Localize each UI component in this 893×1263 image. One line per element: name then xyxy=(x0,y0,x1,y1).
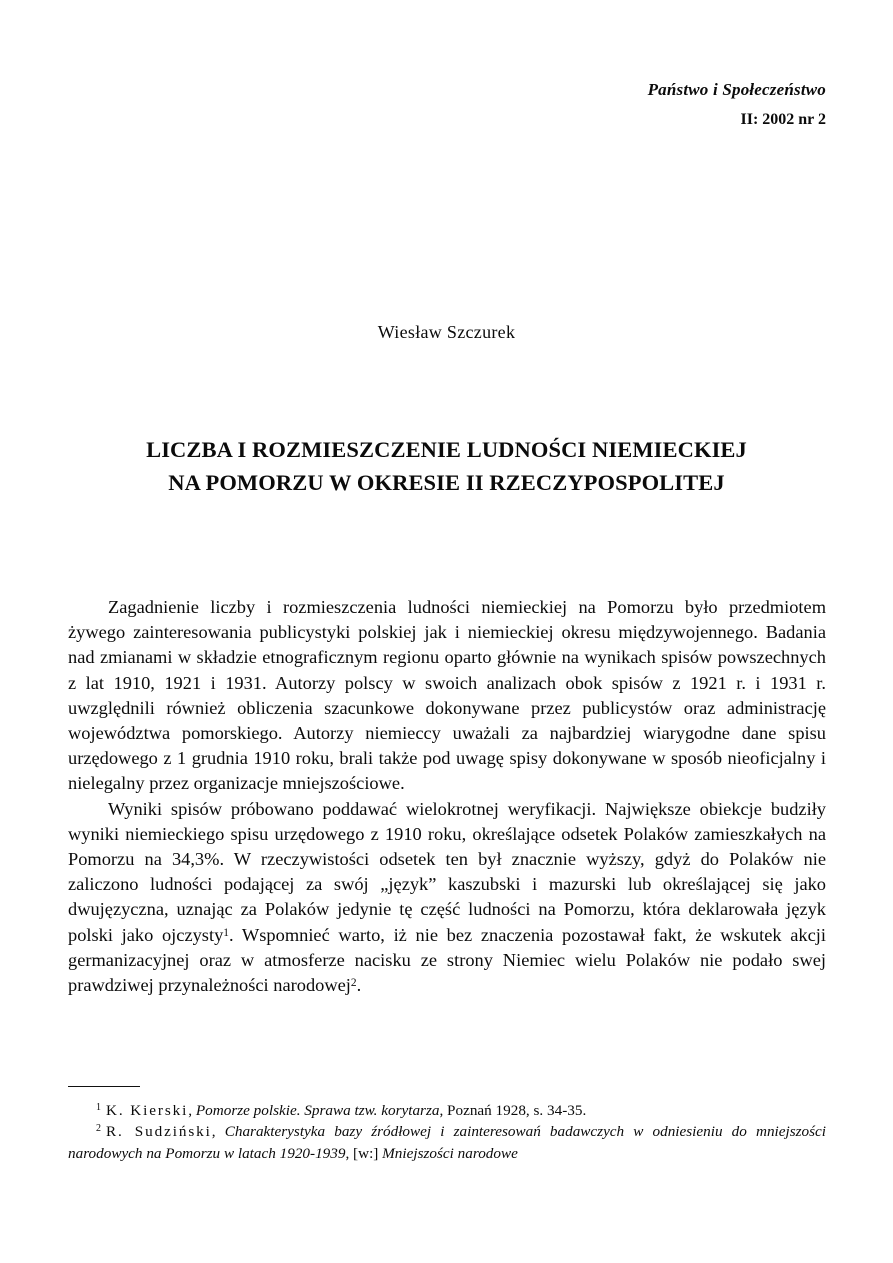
body-paragraph-2 xyxy=(68,797,826,999)
journal-title: Państwo i Społeczeństwo xyxy=(647,80,826,99)
body-paragraph-2-text-b: . Wspomnieć warto, iż nie bez znaczenia pozostawał fakt, że wskutek akcji germanizacyjnej oraz w atmosferze nacisku ze strony Niemiec wielu Polaków nie podało swej prawdziwej przynależności narodowej xyxy=(68,924,826,996)
footnote-2-author: R. Sudziński xyxy=(106,1123,212,1141)
footnote-2-rest: , [w:] xyxy=(345,1144,383,1162)
article-title-line-2: NA POMORZU W OKRESIE II RZECZYPOSPOLITEJ xyxy=(168,470,725,496)
article-body xyxy=(68,595,826,998)
body-paragraph-2-text-c: . xyxy=(356,975,362,996)
article-title-line-1: LICZBA I ROZMIESZCZENIE LUDNOŚCI NIEMIECKIEJ xyxy=(146,437,747,463)
journal-running-head xyxy=(648,78,826,131)
body-paragraph-2-text-a: Wyniki spisów próbowano poddawać wielokrotnej weryfikacji. Największe obiekcje budziły wyniki niemieckiego spisu urzędowego z 1910 roku, określające odsetek Polaków zamieszkałych na Pomorzu na 34,3%. W rzeczywistości odsetek ten był znacznie wyższy, gdyż do Polaków nie zaliczono ludności podającej za swój „język” kaszubski i mazurski lub określającej się jako dwujęzyczna, uznając za Polaków jedynie tę część ludności na Pomorzu, która deklarowała język polski jako ojczysty xyxy=(68,798,826,945)
footnote-2-title: Charakterystyka bazy źródłowej i zainteresowań badawczych w odniesieniu do mniejszości narodowych na Pomorzu w latach 1920-1939 xyxy=(68,1123,827,1162)
footnote-1-separator: , xyxy=(188,1102,196,1119)
footnote-ref-2[interactable]: 2 xyxy=(350,976,357,989)
body-paragraph-1 xyxy=(68,595,826,797)
footnote-2-collection: Mniejszości narodowe xyxy=(382,1144,518,1162)
footnote-1-marker: 1 xyxy=(96,1101,102,1113)
footnote-block xyxy=(68,1100,826,1164)
body-paragraph-1-text: Zagadnienie liczby i rozmieszczenia ludności niemieckiej na Pomorzu było przedmiotem żywego zainteresowania publicystyki polskiej jak i niemieckiej okresu międzywojennego. Badania nad zmianami w składzie etnograficznym regionu oparto głównie na wynikach spisów powszechnych z lat 1910, 1921 i 1931. Autorzy polscy w swoich analizach obok spisów z 1921 r. i 1931 r. uwzględnili również obliczenia szacunkowe dokonywane przez publicystów oraz administrację województwa pomorskiego. Autorzy niemieccy uważali za najbardziej wiarygodne dane spisu urzędowego z 1 grudnia 1910 roku, brali także pod uwagę spisy dokonywane w sposób nieoficjalny i nielegalny przez organizacje mniejszościowe. xyxy=(68,597,826,794)
footnote-2-marker: 2 xyxy=(96,1123,102,1135)
footnote-1 xyxy=(68,1100,826,1121)
footnote-1-rest: , Poznań 1928, s. 34-35. xyxy=(439,1102,587,1119)
footnote-ref-1[interactable]: 1 xyxy=(223,926,229,939)
article-author: Wiesław Szczurek xyxy=(377,322,516,342)
article-title xyxy=(0,433,893,499)
footnote-separator-rule xyxy=(68,1086,140,1087)
journal-issue: II: 2002 nr 2 xyxy=(740,110,826,128)
footnote-2 xyxy=(68,1121,826,1164)
footnote-1-author: K. Kierski xyxy=(106,1102,189,1119)
footnote-2-separator: , xyxy=(211,1123,225,1141)
footnote-1-title: Pomorze polskie. Sprawa tzw. korytarza xyxy=(195,1102,440,1119)
